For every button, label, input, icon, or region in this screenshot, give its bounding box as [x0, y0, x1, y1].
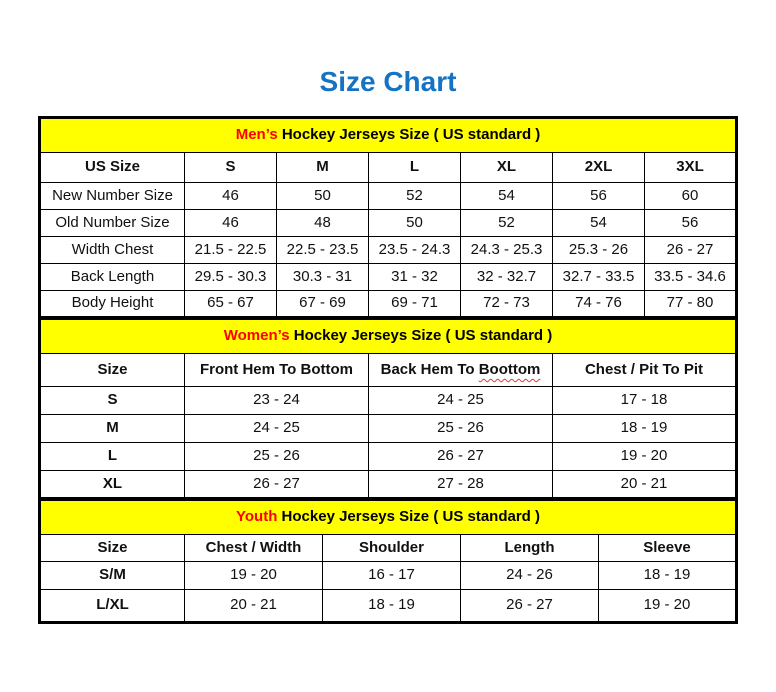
column-header: Chest / Pit To Pit	[553, 354, 737, 387]
table-row	[40, 387, 737, 415]
size-cell: 54	[553, 210, 645, 237]
row-label: L/XL	[40, 590, 185, 623]
womens-heading-rest: Hockey Jerseys Size ( US standard )	[293, 327, 553, 345]
size-cell: 18 - 19	[323, 590, 461, 623]
size-cell: 25 - 26	[369, 415, 553, 443]
row-label: Body Height	[40, 291, 185, 318]
womens-section-band	[40, 319, 737, 354]
size-cell: 24 - 25	[369, 387, 553, 415]
row-label: L	[40, 443, 185, 471]
size-cell: 23 - 24	[185, 387, 369, 415]
column-header: XL	[461, 153, 553, 183]
size-cell: 23.5 - 24.3	[369, 237, 461, 264]
size-cell: 17 - 18	[553, 387, 737, 415]
table-row	[40, 471, 737, 499]
row-label: XL	[40, 471, 185, 499]
size-cell: 27 - 28	[369, 471, 553, 499]
size-cell: 65 - 67	[185, 291, 277, 318]
youth-section-band	[40, 500, 737, 535]
table-row	[40, 415, 737, 443]
table-row	[40, 210, 737, 237]
youth-size-table	[38, 498, 738, 624]
size-cell: 69 - 71	[369, 291, 461, 318]
size-cell: 30.3 - 31	[277, 264, 369, 291]
size-cell: 46	[185, 183, 277, 210]
size-cell: 25.3 - 26	[553, 237, 645, 264]
size-cell: 54	[461, 183, 553, 210]
size-cell: 67 - 69	[277, 291, 369, 318]
column-header: Chest / Width	[185, 535, 323, 562]
size-cell: 19 - 20	[185, 562, 323, 590]
mens-heading-highlight: Men’s	[235, 126, 278, 144]
row-label: Back Length	[40, 264, 185, 291]
size-cell: 74 - 76	[553, 291, 645, 318]
youth-heading-rest: Hockey Jerseys Size ( US standard )	[281, 508, 540, 526]
size-cell: 26 - 27	[369, 443, 553, 471]
column-header: Front Hem To Bottom	[185, 354, 369, 387]
size-cell: 24.3 - 25.3	[461, 237, 553, 264]
size-cell: 48	[277, 210, 369, 237]
size-cell: 19 - 20	[553, 443, 737, 471]
size-cell: 24 - 26	[461, 562, 599, 590]
size-cell: 52	[369, 183, 461, 210]
table-row	[40, 237, 737, 264]
womens-header-row	[40, 354, 737, 387]
size-cell: 60	[645, 183, 737, 210]
row-label: S/M	[40, 562, 185, 590]
table-row	[40, 562, 737, 590]
size-cell: 29.5 - 30.3	[185, 264, 277, 291]
size-cell: 16 - 17	[323, 562, 461, 590]
table-row	[40, 443, 737, 471]
size-chart-tables	[38, 116, 738, 624]
size-cell: 26 - 27	[645, 237, 737, 264]
womens-section-heading	[40, 319, 737, 354]
column-header: Size	[40, 354, 185, 387]
column-header: US Size	[40, 153, 185, 183]
size-cell: 24 - 25	[185, 415, 369, 443]
column-header: L	[369, 153, 461, 183]
size-cell: 26 - 27	[461, 590, 599, 623]
column-header: Size	[40, 535, 185, 562]
size-cell: 21.5 - 22.5	[185, 237, 277, 264]
womens-heading-highlight: Women’s	[223, 327, 290, 345]
womens-size-table	[38, 317, 738, 500]
youth-heading-highlight: Youth	[236, 508, 278, 526]
table-row	[40, 590, 737, 623]
mens-size-table	[38, 116, 738, 319]
size-cell: 52	[461, 210, 553, 237]
table-row	[40, 291, 737, 318]
column-header: M	[277, 153, 369, 183]
size-cell: 18 - 19	[553, 415, 737, 443]
size-cell: 56	[553, 183, 645, 210]
mens-heading-rest: Hockey Jerseys Size ( US standard )	[281, 126, 541, 144]
youth-section-heading	[40, 500, 737, 535]
size-cell: 20 - 21	[553, 471, 737, 499]
size-cell: 31 - 32	[369, 264, 461, 291]
mens-header-row	[40, 153, 737, 183]
size-cell: 19 - 20	[599, 590, 737, 623]
row-label: New Number Size	[40, 183, 185, 210]
size-cell: 32.7 - 33.5	[553, 264, 645, 291]
size-cell: 20 - 21	[185, 590, 323, 623]
table-row	[40, 264, 737, 291]
row-label: S	[40, 387, 185, 415]
size-cell: 22.5 - 23.5	[277, 237, 369, 264]
size-cell: 32 - 32.7	[461, 264, 553, 291]
column-header-text: Back Hem To	[380, 360, 475, 378]
column-header: S	[185, 153, 277, 183]
size-cell: 33.5 - 34.6	[645, 264, 737, 291]
table-row	[40, 183, 737, 210]
size-cell: 25 - 26	[185, 443, 369, 471]
size-cell: 77 - 80	[645, 291, 737, 318]
column-header: Sleeve	[599, 535, 737, 562]
mens-section-heading	[40, 118, 737, 153]
column-header: Length	[461, 535, 599, 562]
page-title: Size Chart	[319, 66, 457, 97]
column-header: 2XL	[553, 153, 645, 183]
row-label: Old Number Size	[40, 210, 185, 237]
row-label: Width Chest	[40, 237, 185, 264]
column-header: Shoulder	[323, 535, 461, 562]
youth-header-row	[40, 535, 737, 562]
column-header	[369, 354, 553, 387]
size-cell: 56	[645, 210, 737, 237]
column-header: 3XL	[645, 153, 737, 183]
size-cell: 26 - 27	[185, 471, 369, 499]
size-cell: 46	[185, 210, 277, 237]
misspelled-word: Boottom	[478, 360, 541, 378]
size-cell: 50	[369, 210, 461, 237]
mens-section-band	[40, 118, 737, 153]
size-cell: 72 - 73	[461, 291, 553, 318]
row-label: M	[40, 415, 185, 443]
size-cell: 50	[277, 183, 369, 210]
size-cell: 18 - 19	[599, 562, 737, 590]
